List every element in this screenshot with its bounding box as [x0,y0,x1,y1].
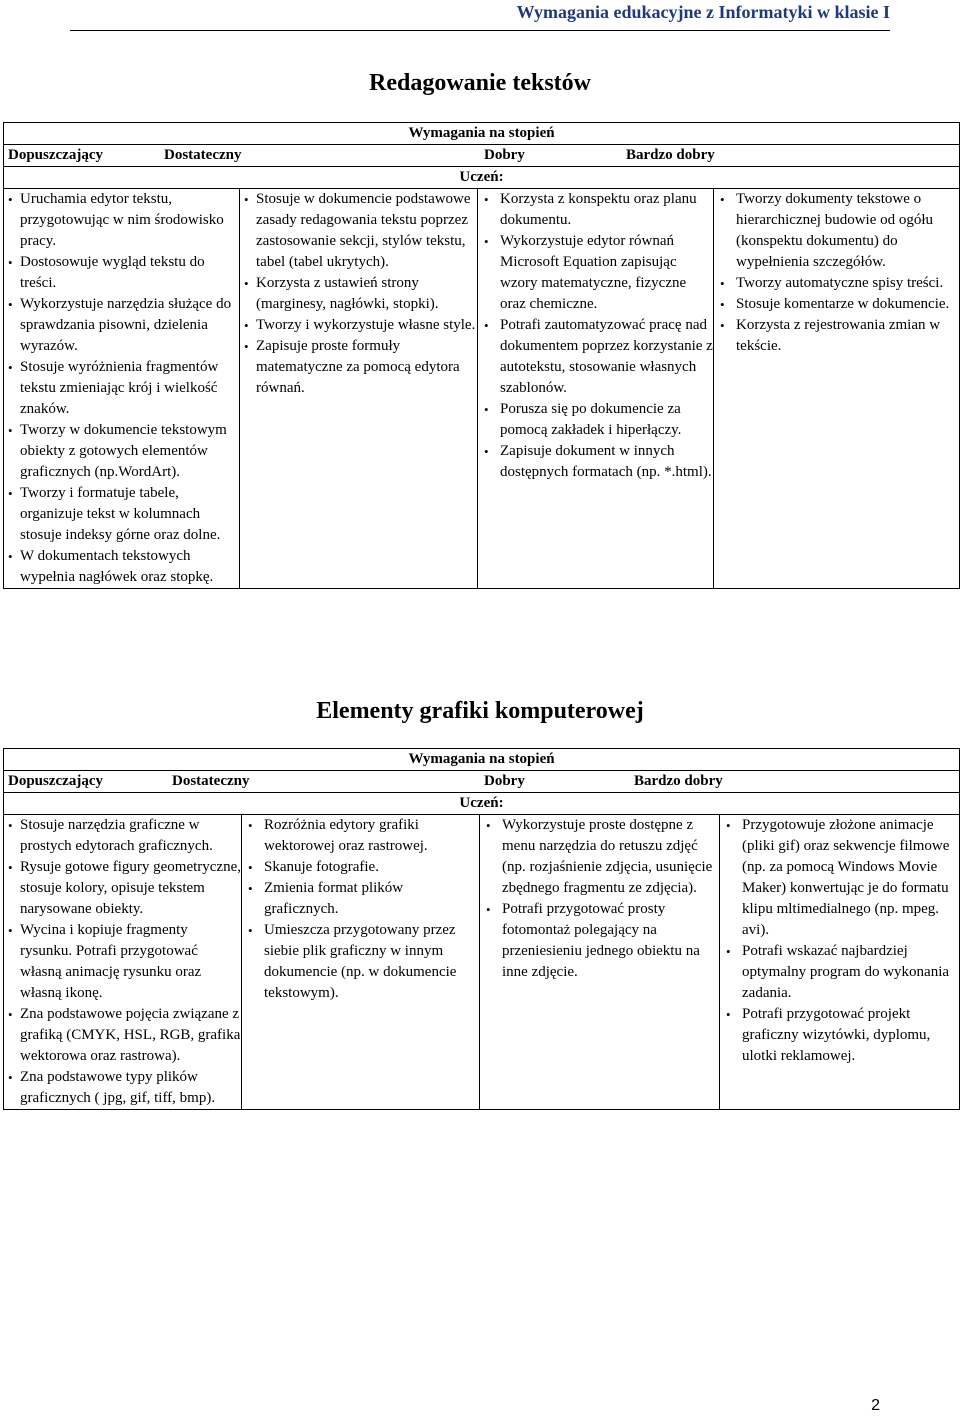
list-item: • Porusza się po dokumencie za pomocą zakładek i hiperłączy. [500,399,713,441]
level-bardzo-dobry: Bardzo dobry [634,773,723,789]
level-dobry: Dobry [484,773,525,789]
list-item: • Potrafi przygotować projekt graficzny wizytówki, dyplomu, ulotki reklamowej. [742,1004,959,1067]
list-item: • Potrafi wskazać najbardziej optymalny program do wykonania zadania. [742,941,959,1004]
list-item: • Korzysta z ustawień strony (marginesy, nagłówki, stopki). [256,273,477,315]
column-dobry [480,815,720,1110]
requirements-heading: Wymagania na stopień [4,749,960,771]
grade-levels-row [4,145,960,167]
document-header-title: Wymagania edukacyjne z Informatyki w klasie I [516,2,890,22]
column-dobry [478,189,714,589]
list-item: • Potrafi przygotować prosty fotomontaż polegający na przeniesieniu jednego obiektu na inne zdjęcie. [502,899,719,983]
level-dostateczny: Dostateczny [164,147,242,163]
column-dopuszczajacy [4,189,240,589]
list-item: • Tworzy automatyczne spisy treści. [736,273,959,294]
list-item: • Dostosowuje wygląd tekstu do treści. [20,252,239,294]
section-title-text-editing: Redagowanie tekstów [369,70,591,96]
list-item: • Korzysta z konspektu oraz planu dokumentu. [500,189,713,231]
list-item: • Wykorzystuje narzędzia służące do sprawdzania pisowni, dzielenia wyrazów. [20,294,239,357]
list-item: • Stosuje wyróżnienia fragmentów tekstu zmieniając krój i wielkość znaków. [20,357,239,420]
column-dostateczny [240,189,478,589]
requirements-heading: Wymagania na stopień [4,123,960,145]
student-label: Uczeń: [4,793,960,815]
level-dobry: Dobry [484,147,525,163]
list-item: • Zapisuje dokument w innych dostępnych formatach (np. *.html). [500,441,713,483]
list-item: • Przygotowuje złożone animacje (pliki gif) oraz sekwencje filmowe (np. za pomocą Windows Movie Maker) konwertując je do formatu klipu mltimedialnego (np. mpeg. avi). [742,815,959,941]
list-item: • Zapisuje proste formuły matematyczne za pomocą edytora równań. [256,336,477,399]
page-header [0,0,960,23]
list-item: • Zna podstawowe pojęcia związane z grafiką (CMYK, HSL, RGB, grafika wektorowa oraz rastrowa). [20,1004,241,1067]
list-item: • Potrafi zautomatyzować pracę nad dokumentem poprzez korzystanie z autotekstu, stosowanie własnych szablonów. [500,315,713,399]
list-item: • Umieszcza przygotowany przez siebie plik graficzny w innym dokumencie (np. w dokumencie tekstowym). [264,920,479,1004]
student-label: Uczeń: [4,167,960,189]
column-dostateczny [242,815,480,1110]
list-item: • Wykorzystuje edytor równań Microsoft Equation zapisując wzory matematyczne, fizyczne oraz chemiczne. [500,231,713,315]
requirements-table-text-editing [3,122,960,589]
level-dopuszczajacy: Dopuszczający [8,147,103,163]
column-bardzo-dobry [720,815,960,1110]
list-item: • Tworzy w dokumencie tekstowym obiekty z gotowych elementów graficznych (np.WordArt). [20,420,239,483]
list-item: • Uruchamia edytor tekstu, przygotowując w nim środowisko pracy. [20,189,239,252]
list-item: • Korzysta z rejestrowania zmian w tekście. [736,315,959,357]
grade-levels-row [4,771,960,793]
level-dopuszczajacy: Dopuszczający [8,773,103,789]
page-number: 2 [871,1397,880,1414]
list-item: • Tworzy i wykorzystuje własne style. [256,315,477,336]
list-item: • Skanuje fotografie. [264,857,479,878]
list-item: • Tworzy dokumenty tekstowe o hierarchicznej budowie od ogółu (konspektu dokumentu) do wypełnienia szczegółów. [736,189,959,273]
level-dostateczny: Dostateczny [172,773,250,789]
list-item: • Zna podstawowe typy plików graficznych ( jpg, gif, tiff, bmp). [20,1067,241,1109]
list-item: • Wycina i kopiuje fragmenty rysunku. Potrafi przygotować własną animację rysunku oraz własną ikonę. [20,920,241,1004]
column-bardzo-dobry [714,189,960,589]
list-item: • Wykorzystuje proste dostępne z menu narzędzia do retuszu zdjęć (np. rozjaśnienie zdjęcia, usunięcie zbędnego fragmentu ze zdjęcia). [502,815,719,899]
list-item: • Rozróżnia edytory grafiki wektorowej oraz rastrowej. [264,815,479,857]
requirements-table-computer-graphics [3,748,960,1110]
list-item: • Tworzy i formatuje tabele, organizuje tekst w kolumnach stosuje indeksy górne oraz dolne. [20,483,239,546]
column-dopuszczajacy [4,815,242,1110]
list-item: • Stosuje narzędzia graficzne w prostych edytorach graficznych. [20,815,241,857]
list-item: • W dokumentach tekstowych wypełnia nagłówek oraz stopkę. [20,546,239,588]
section-title-computer-graphics: Elementy grafiki komputerowej [316,698,644,724]
level-bardzo-dobry: Bardzo dobry [626,147,715,163]
list-item: • Stosuje w dokumencie podstawowe zasady redagowania tekstu poprzez zastosowanie sekcji, stylów tekstu, tabel (tabel ukrytych). [256,189,477,273]
header-rule [70,30,890,31]
list-item: • Zmienia format plików graficznych. [264,878,479,920]
list-item: • Rysuje gotowe figury geometryczne, stosuje kolory, opisuje tekstem narysowane obiekty. [20,857,241,920]
list-item: • Stosuje komentarze w dokumencie. [736,294,959,315]
